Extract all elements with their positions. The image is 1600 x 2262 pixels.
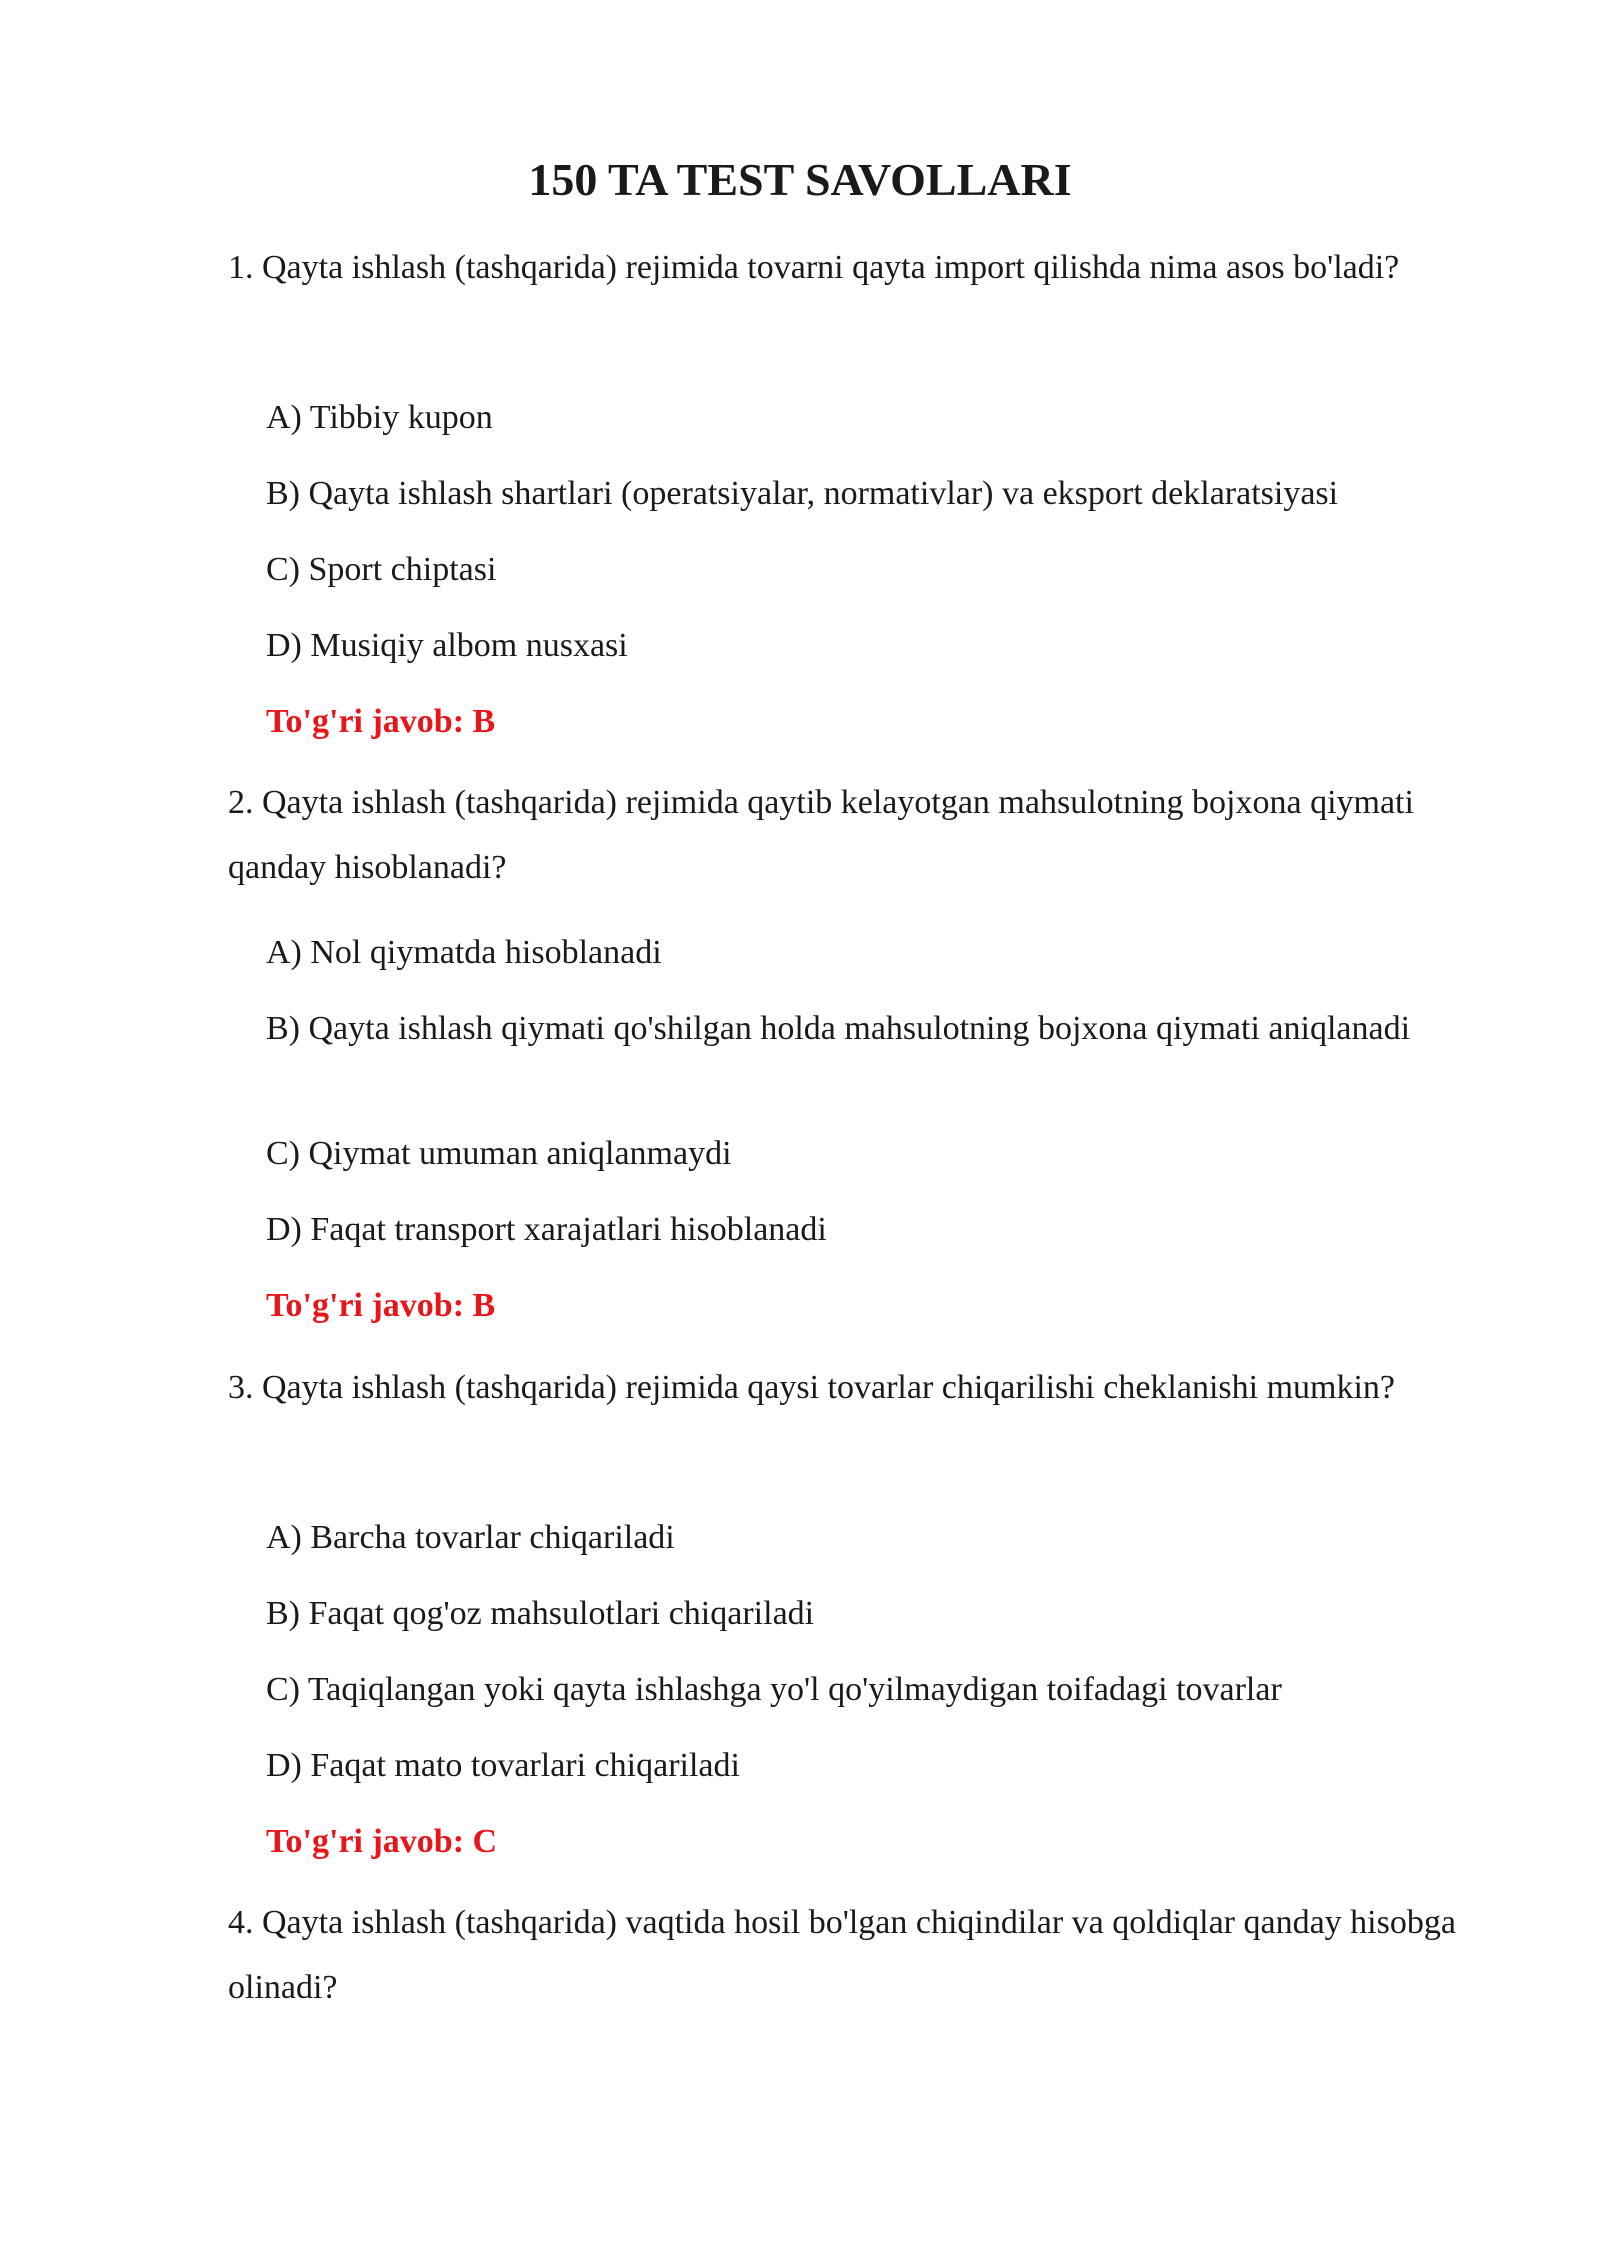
question-1-option-c: C) Sport chiptasi	[266, 551, 497, 588]
question-2-option-c: C) Qiymat umuman aniqlanmaydi	[266, 1135, 732, 1172]
question-2-answer: To'g'ri javob: B	[266, 1287, 496, 1324]
document-title: 150 TA TEST SAVOLLARI	[528, 154, 1072, 205]
question-3-option-c: C) Taqiqlangan yoki qayta ishlashga yo'l qo'yilmaydigan toifadagi tovarlar	[266, 1671, 1282, 1708]
question-2-option-b: B) Qayta ishlash qiymati qo'shilgan holda mahsulotning bojxona qiymati aniqlanadi	[266, 1010, 1411, 1047]
question-3-text: 3. Qayta ishlash (tashqarida) rejimida qaysi tovarlar chiqarilishi cheklanishi mumkin?	[228, 1369, 1396, 1406]
question-1-answer: To'g'ri javob: B	[266, 703, 496, 740]
question-2-option-d: D) Faqat transport xarajatlari hisoblanadi	[266, 1211, 827, 1248]
question-1-text: 1. Qayta ishlash (tashqarida) rejimida tovarni qayta import qilishda nima asos bo'ladi?	[228, 249, 1400, 286]
question-2-option-a: A) Nol qiymatda hisoblanadi	[266, 934, 662, 971]
question-4-text: 4. Qayta ishlash (tashqarida) vaqtida hosil bo'lgan chiqindilar va qoldiqlar qanday hisobga olinadi?	[228, 1904, 1456, 2006]
question-3-option-a: A) Barcha tovarlar chiqariladi	[266, 1519, 675, 1556]
question-1-option-b: B) Qayta ishlash shartlari (operatsiyalar, normativlar) va eksport deklaratsiyasi	[266, 475, 1339, 512]
question-1-option-a: A) Tibbiy kupon	[266, 399, 493, 436]
question-3-option-d: D) Faqat mato tovarlari chiqariladi	[266, 1747, 740, 1784]
question-1-option-d: D) Musiqiy albom nusxasi	[266, 627, 628, 664]
question-3-option-b: B) Faqat qog'oz mahsulotlari chiqariladi	[266, 1595, 815, 1632]
question-2-text: 2. Qayta ishlash (tashqarida) rejimida qaytib kelayotgan mahsulotning bojxona qiymati qanday hisoblanadi?	[228, 784, 1414, 886]
question-3-answer: To'g'ri javob: C	[266, 1823, 498, 1860]
